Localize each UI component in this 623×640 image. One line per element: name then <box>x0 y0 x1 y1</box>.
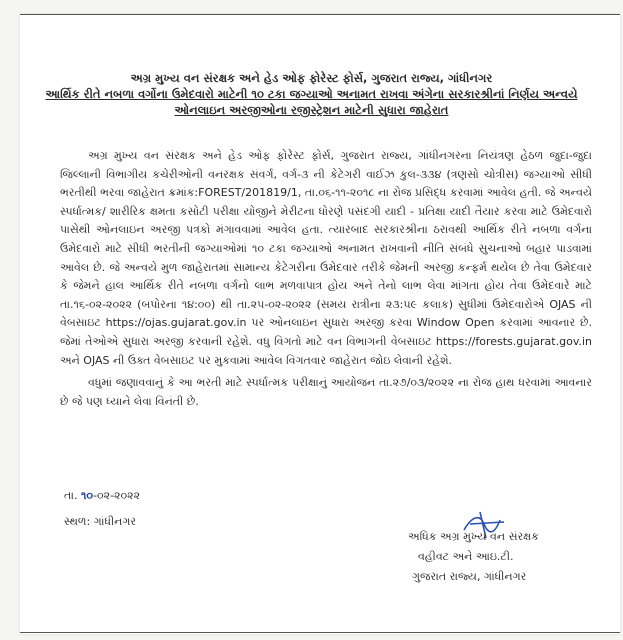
signatory-designation: અધિક અગ્ર મુખ્ય વન સંરક્ષક <box>408 530 539 543</box>
notice-header <box>0 70 623 118</box>
notice-subject: આર્થિક રીતે નબળા વર્ગોના ઉમેદવારો માટેની ૧૦ ટકા જગ્યાઓ અનામત રાખવા અંગેના સરકારશ્રીનાં નિર્ણય અન્વયે <box>45 87 578 101</box>
issue-date <box>64 489 140 503</box>
office-title: અગ્ર મુખ્ય વન સંરક્ષક અને હેડ ઓફ ફોરેસ્ટ ફોર્સ, ગુજરાત રાજ્ય, ગાંધીનગર <box>130 71 493 85</box>
signatory-block <box>408 527 539 587</box>
paragraph-main: અગ્ર મુખ્ય વન સંરક્ષક અને હેડ ઓફ ફોરેસ્ટ ફોર્સ, ગુજરાત રાજ્ય, ગાંધીનગરના નિયંત્રણ હેઠળ જુદા-જુદા જિલ્લાની વિભાગીય કચેરીઓની વનરક્ષક સંવર્ગ, વર્ગ-૩ ની કેટેગરી વાઈઝ કુલ-૩૩૪ (ત્રણસો ચોત્રીસ) જગ્યાઓ સીધી ભરતીથી ભરવા જાહેરાત ક્રમાંક:FOREST/201819/1, તા.૦૬-૧૧-૨૦૧૮ ના રોજ પ્રસિદ્ધ કરવામાં આવેલ હતી. જે અન્વયે સ્પર્ધાત્મક/ શારીરિક ક્ષમતા કસોટી પરીક્ષા યોજીને મેરીટના ધોરણે પસંદગી યાદી - પ્રતિક્ષા યાદી તૈયાર કરવા માટે ઉમેદવારો પાસેથી ઓનલાઇન અરજી પત્રકો મંગાવવામાં આવેલ હતા. ત્યારબાદ સરકારશ્રીના ઠરાવથી આર્થિક રીતે નબળા વર્ગના ઉમેદવારો માટે સીધી ભરતીની જગ્યાઓમાં ૧૦ ટકા જગ્યાઓ અનામત રાખવાની નીતિ સંબંધે સુચનાઓ બહાર પાડવામાં આવેલ છે. જે અન્વયે મુળ જાહેરાતમાં સામાન્ય કેટેગરીના ઉમેદવાર તરીકે જેમની અરજી કન્ફર્મ થયેલ છે તેવા ઉમેદવાર કે જેમને હાલ આર્થિક રીતે નબળા વર્ગનો લાભ મળવાપાત્ર હોય અને તેનો લાભ લેવા માંગતા હોય તેવા ઉમેદવારે માટે તા.૧૬-૦૨-૨૦૨૨ (બપોરના ૧૪:૦૦) થી તા.૨૫-૦૨-૨૦૨૨ (સમય રાત્રીના ૨૩:૫૯ કલાક) સુધીમાં ઉમેદવારોએ OJAS ની વેબસાઇટ https://ojas.gujarat.gov.in પર ઓનલાઇન સુધારા અરજી કરવા Window Open કરવામાં આવનાર છે. જેમાં તેઓએ સુધારા અરજી કરવાની રહેશે. વધુ વિગતો માટે વન વિભાગની વેબસાઇટ https://forests.gujarat.gov.in અને OJAS ની ઉક્ત વેબસાઇટ પર મુકવામાં આવેલ વિગતવાર જાહેરાત જોઇ લેવાની રહેશે. <box>60 149 592 367</box>
issue-place: સ્થળ: ગાંધીનગર <box>64 515 137 528</box>
date-prefix: તા. <box>64 489 78 502</box>
notice-title: ઓનલાઇન અરજીઓના રજીસ્ટ્રેશન માટેની સુધારા જાહેરાત <box>174 103 449 117</box>
signatory-department: વહીવટ અને આઇ.ટી. <box>418 550 514 563</box>
page-top-edge <box>20 14 620 15</box>
notice-body <box>60 147 592 411</box>
date-suffix: -૦૨-૨૦૨૨ <box>93 489 141 502</box>
date-handwritten: ૧૦ <box>81 489 94 502</box>
page-bottom-edge <box>20 632 620 633</box>
signatory-location: ગુજરાત રાજ્ય, ગાંધીનગર <box>412 570 527 583</box>
paragraph-exam-date: વધુમાં જણાવવાનું કે આ ભરતી માટે સ્પર્ધાત્મક પરીક્ષાનું આયોજન તા.૨૭/૦૩/૨૦૨૨ ના રોજ હાથ ધરવામાં આવનાર છે જે પણ ધ્યાને લેવા વિનંતી છે. <box>60 376 592 408</box>
